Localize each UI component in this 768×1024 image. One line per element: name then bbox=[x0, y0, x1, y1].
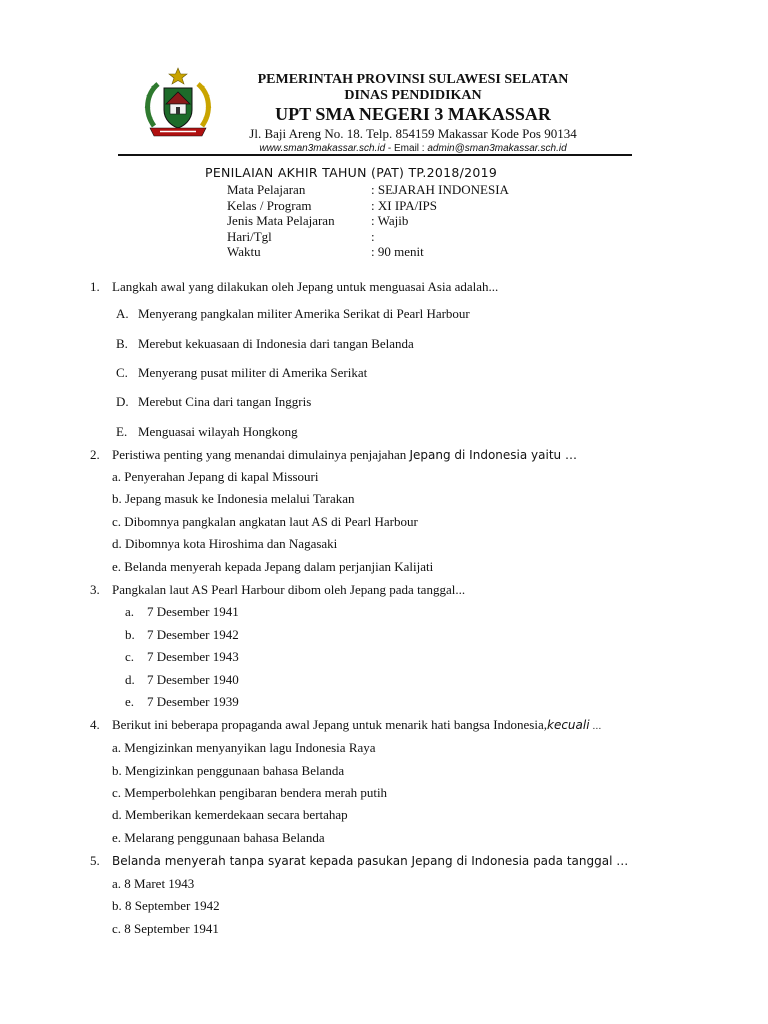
info-value: : Wajib bbox=[371, 213, 409, 228]
option-letter: d. bbox=[125, 672, 135, 687]
letterhead bbox=[228, 72, 598, 155]
option-1e[interactable] bbox=[116, 424, 298, 440]
option-2c[interactable]: c. Dibomnya pangkalan angkatan laut AS di Pearl Harbour bbox=[112, 514, 418, 529]
option-4e[interactable]: e. Melarang penggunaan bahasa Belanda bbox=[112, 830, 325, 845]
government-name: PEMERINTAH PROVINSI SULAWESI SELATAN bbox=[257, 72, 569, 87]
info-label: Kelas / Program bbox=[227, 197, 312, 213]
question-2 bbox=[90, 447, 577, 463]
question-number: 2. bbox=[90, 447, 100, 462]
question-text-italic: kecuali bbox=[547, 718, 590, 732]
option-4c[interactable]: c. Memperbolehkan pengibaran bendera merah putih bbox=[112, 785, 388, 800]
info-value: : SEJARAH INDONESIA bbox=[371, 182, 509, 197]
question-number: 4. bbox=[90, 717, 100, 732]
option-letter: a. bbox=[125, 604, 135, 619]
option-2e[interactable]: e. Belanda menyerah kepada Jepang dalam perjanjian Kalijati bbox=[112, 559, 434, 574]
question-1 bbox=[90, 279, 498, 295]
option-3c[interactable] bbox=[125, 649, 239, 665]
email-separator: - Email : bbox=[385, 143, 428, 154]
question-5 bbox=[90, 853, 628, 869]
question-text-tail: … bbox=[589, 722, 602, 732]
header-divider bbox=[118, 154, 632, 156]
sulsel-emblem-icon bbox=[140, 66, 216, 140]
option-text: Menguasai wilayah Hongkong bbox=[138, 424, 298, 439]
website-link[interactable]: www.sman3makassar.sch.id bbox=[259, 143, 386, 154]
email-link[interactable]: admin@sman3makassar.sch.id bbox=[427, 143, 567, 154]
option-4d[interactable]: d. Memberikan kemerdekaan secara bertahap bbox=[112, 807, 348, 822]
question-text: Berikut ini beberapa propaganda awal Jepang untuk menarik hati bangsa Indonesia, bbox=[112, 717, 547, 732]
info-value: : XI IPA/IPS bbox=[371, 197, 437, 213]
school-name: UPT SMA NEGERI 3 MAKASSAR bbox=[275, 104, 551, 124]
option-3b[interactable] bbox=[125, 627, 239, 643]
option-text: 7 Desember 1942 bbox=[147, 627, 239, 642]
option-text: 7 Desember 1939 bbox=[147, 694, 239, 709]
question-text-tail: Jepang di Indonesia yaitu … bbox=[409, 448, 577, 462]
option-4a[interactable]: a. Mengizinkan menyanyikan lagu Indonesia Raya bbox=[112, 740, 376, 755]
info-row bbox=[227, 229, 509, 245]
option-1a[interactable] bbox=[116, 306, 470, 322]
option-4b[interactable]: b. Mengizinkan penggunaan bahasa Belanda bbox=[112, 763, 345, 778]
option-letter: C. bbox=[116, 365, 128, 380]
question-text: Belanda menyerah tanpa syarat kepada pasukan Jepang di Indonesia pada tanggal … bbox=[112, 854, 629, 868]
exam-info bbox=[227, 182, 509, 260]
option-2a[interactable]: a. Penyerahan Jepang di kapal Missouri bbox=[112, 469, 319, 484]
question-4 bbox=[90, 717, 601, 735]
info-label: Waktu bbox=[227, 244, 261, 259]
option-letter: E. bbox=[116, 424, 128, 439]
option-text: 7 Desember 1943 bbox=[147, 649, 239, 664]
option-5c[interactable]: c. 8 September 1941 bbox=[112, 921, 219, 936]
option-1c[interactable] bbox=[116, 365, 367, 381]
info-value: : bbox=[371, 228, 375, 244]
option-2d[interactable]: d. Dibomnya kota Hiroshima dan Nagasaki bbox=[112, 536, 338, 551]
option-text: 7 Desember 1941 bbox=[147, 604, 239, 619]
option-3d[interactable] bbox=[125, 672, 239, 688]
question-3 bbox=[90, 582, 465, 598]
info-row bbox=[227, 213, 509, 229]
option-letter: b. bbox=[125, 627, 135, 642]
option-5a[interactable]: a. 8 Maret 1943 bbox=[112, 876, 195, 891]
question-number: 3. bbox=[90, 582, 100, 597]
option-1b[interactable] bbox=[116, 336, 414, 352]
option-letter: B. bbox=[116, 336, 128, 351]
option-text: Menyerang pusat militer di Amerika Serikat bbox=[138, 365, 368, 380]
option-text: Merebut kekuasaan di Indonesia dari tangan Belanda bbox=[138, 336, 414, 351]
info-value: : 90 menit bbox=[371, 244, 424, 259]
option-letter: D. bbox=[116, 394, 129, 409]
option-letter: A. bbox=[116, 306, 129, 321]
option-text: Menyerang pangkalan militer Amerika Serikat di Pearl Harbour bbox=[138, 306, 470, 321]
exam-title: PENILAIAN AKHIR TAHUN (PAT) TP.2018/2019 bbox=[205, 165, 498, 180]
option-3a[interactable] bbox=[125, 604, 239, 620]
info-label: Jenis Mata Pelajaran bbox=[227, 213, 335, 228]
question-number: 5. bbox=[90, 853, 100, 868]
question-text: Peristiwa penting yang menandai dimulainya penjajahan bbox=[112, 447, 407, 462]
question-text: Langkah awal yang dilakukan oleh Jepang untuk menguasai Asia adalah... bbox=[112, 279, 499, 294]
school-address: Jl. Baji Areng No. 18. Telp. 854159 Makassar Kode Pos 90134 bbox=[249, 126, 577, 141]
option-text: Merebut Cina dari tangan Inggris bbox=[138, 394, 312, 409]
option-text: 7 Desember 1940 bbox=[147, 672, 239, 687]
info-label: Hari/Tgl bbox=[227, 228, 272, 244]
info-row bbox=[227, 198, 509, 214]
option-3e[interactable] bbox=[125, 694, 239, 710]
info-label: Mata Pelajaran bbox=[227, 182, 306, 197]
question-number: 1. bbox=[90, 279, 100, 294]
option-letter: e. bbox=[125, 694, 135, 709]
department-name: DINAS PENDIDIKAN bbox=[344, 88, 482, 103]
option-1d[interactable] bbox=[116, 394, 311, 410]
info-row bbox=[227, 182, 509, 198]
option-letter: c. bbox=[125, 649, 135, 664]
question-text: Pangkalan laut AS Pearl Harbour dibom oleh Jepang pada tanggal... bbox=[112, 582, 466, 597]
option-2b[interactable]: b. Jepang masuk ke Indonesia melalui Tarakan bbox=[112, 491, 355, 506]
info-row bbox=[227, 244, 509, 260]
option-5b[interactable]: b. 8 September 1942 bbox=[112, 898, 220, 913]
